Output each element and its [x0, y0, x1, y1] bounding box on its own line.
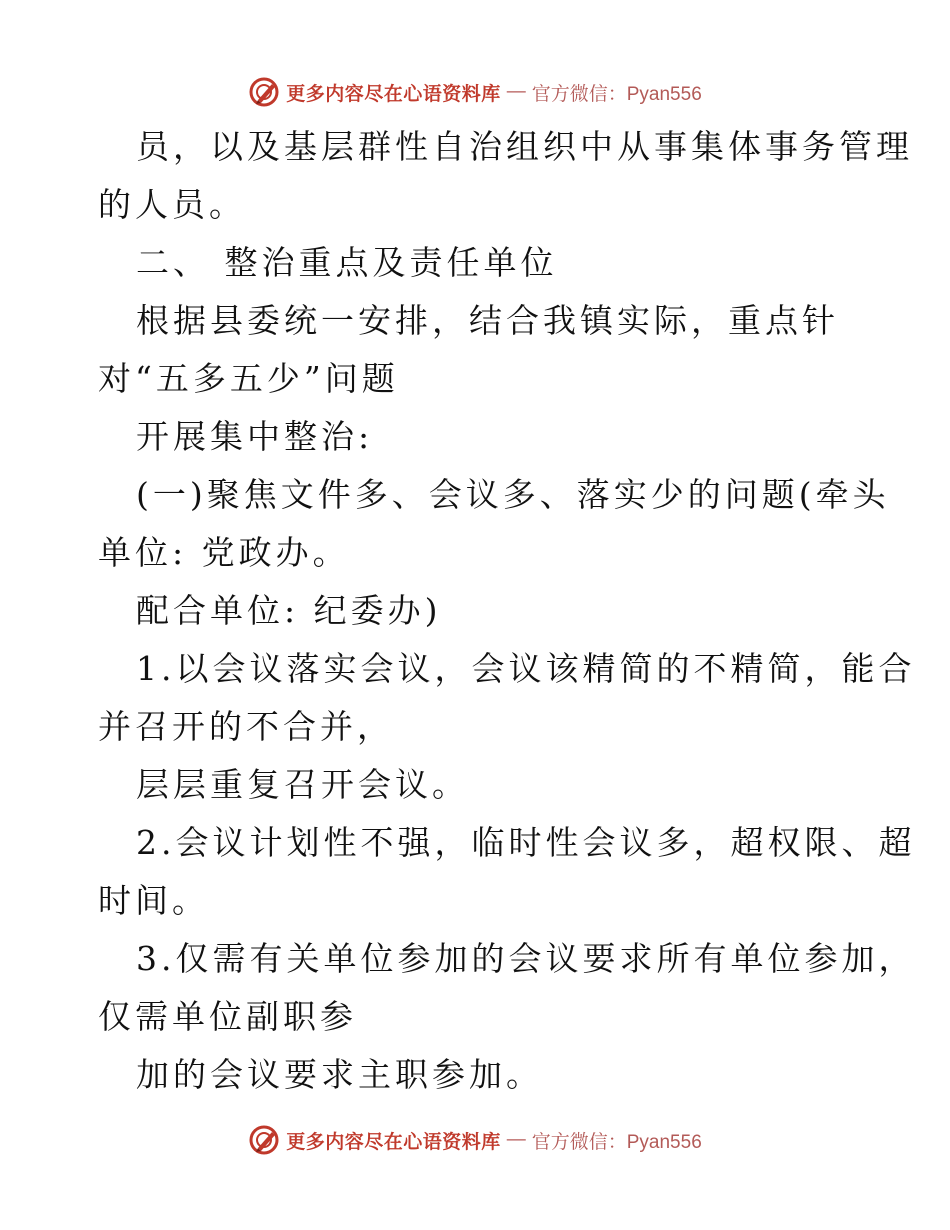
body-line-9: 配合单位: 纪委办) [136, 591, 442, 630]
pen-logo-icon [248, 76, 280, 108]
body-line-1: 员，以及基层群性自治组织中从事集体事务管理 [136, 127, 913, 166]
footer-banner-content [248, 1124, 702, 1156]
body-line-6: 开展集中整治: [136, 417, 374, 456]
list-item-3: 3.仅需有关单位参加的会议要求所有单位参加， [136, 939, 916, 978]
header-banner-wechat: 官方微信：Pyan556 [531, 83, 702, 105]
footer-banner-wechat: 官方微信：Pyan556 [531, 1131, 702, 1153]
list-item-1-cont-2: 层层重复召开会议。 [136, 765, 469, 804]
header-banner-title: 更多内容尽在心语资料库 [286, 82, 501, 105]
body-line-4: 根据县委统一安排，结合我镇实际，重点针 [136, 301, 839, 340]
list-item-3-cont: 仅需单位副职参 [98, 997, 357, 1036]
pen-logo-icon [248, 1124, 280, 1156]
document-body [98, 118, 916, 1104]
footer-banner-dash: — [506, 1129, 526, 1150]
header-banner-content [248, 76, 702, 108]
list-item-2: 2.会议计划性不强，临时性会议多，超权限、超 [136, 823, 916, 862]
footer-banner [0, 1118, 950, 1162]
subsection-heading: (一)聚焦文件多、会议多、落实少的问题(牵头 [136, 475, 890, 514]
body-line-8: 单位: 党政办。 [98, 533, 350, 572]
body-line-2: 的人员。 [98, 185, 246, 224]
list-item-3-cont-2: 加的会议要求主职参加。 [136, 1055, 543, 1094]
footer-banner-title: 更多内容尽在心语资料库 [286, 1130, 501, 1153]
list-item-1-cont: 并召开的不合并， [98, 707, 394, 746]
section-heading: 二、 整治重点及责任单位 [136, 243, 558, 282]
header-banner [0, 70, 950, 114]
header-banner-dash: — [506, 81, 526, 102]
list-item-1: 1.以会议落实会议，会议该精简的不精简，能合 [136, 649, 916, 688]
list-item-2-cont: 时间。 [98, 881, 209, 920]
body-line-5: 对“五多五少”问题 [98, 359, 399, 398]
